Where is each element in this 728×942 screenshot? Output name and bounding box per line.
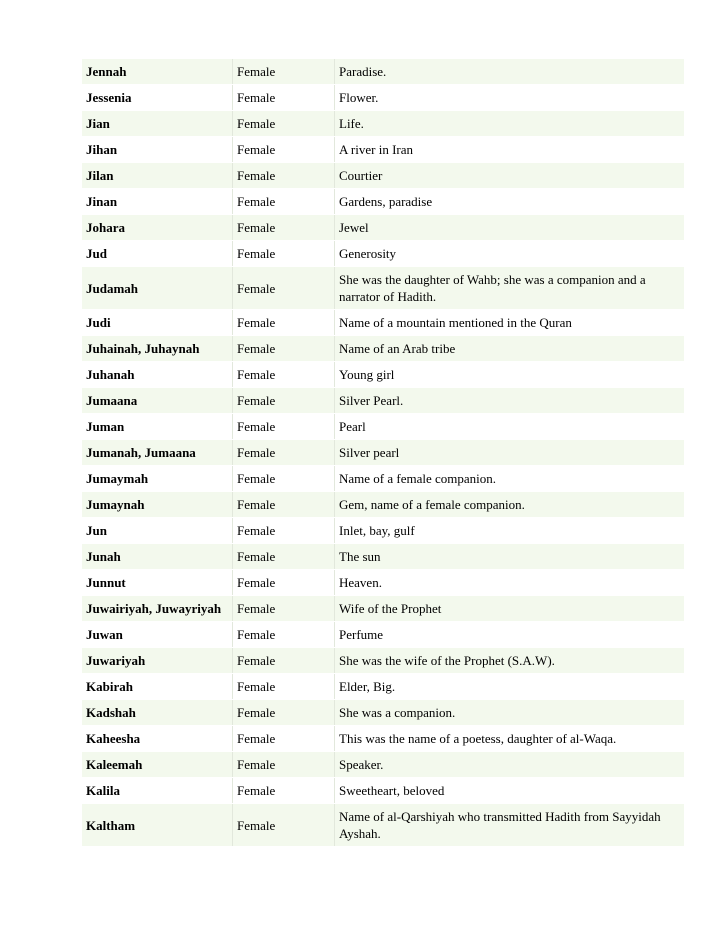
table-row [82, 622, 684, 647]
table-row [82, 388, 684, 413]
table-row [82, 85, 684, 110]
name-cell: Junnut [82, 570, 232, 595]
name-cell: Johara [82, 215, 232, 240]
name-cell: Juwairiyah, Juwayriyah [82, 596, 232, 621]
name-cell: Kaltham [82, 804, 232, 846]
meaning-cell: Speaker. [334, 752, 684, 777]
name-cell: Jian [82, 111, 232, 136]
gender-cell: Female [232, 388, 334, 413]
meaning-cell: Name of a female companion. [334, 466, 684, 491]
gender-cell: Female [232, 622, 334, 647]
meaning-cell: Pearl [334, 414, 684, 439]
gender-cell: Female [232, 518, 334, 543]
meaning-cell: She was the daughter of Wahb; she was a companion and a narrator of Hadith. [334, 267, 684, 309]
meaning-cell: Flower. [334, 85, 684, 110]
gender-cell: Female [232, 189, 334, 214]
name-cell: Juhainah, Juhaynah [82, 336, 232, 361]
meaning-cell: Elder, Big. [334, 674, 684, 699]
name-cell: Jumaynah [82, 492, 232, 517]
gender-cell: Female [232, 310, 334, 335]
gender-cell: Female [232, 700, 334, 725]
name-cell: Jumanah, Jumaana [82, 440, 232, 465]
gender-cell: Female [232, 544, 334, 569]
meaning-cell: Life. [334, 111, 684, 136]
table-row [82, 596, 684, 621]
table-row [82, 414, 684, 439]
names-table-body [82, 59, 684, 846]
meaning-cell: She was a companion. [334, 700, 684, 725]
name-cell: Kadshah [82, 700, 232, 725]
gender-cell: Female [232, 215, 334, 240]
meaning-cell: Jewel [334, 215, 684, 240]
name-cell: Jun [82, 518, 232, 543]
name-cell: Jessenia [82, 85, 232, 110]
meaning-cell: Courtier [334, 163, 684, 188]
table-row [82, 267, 684, 309]
table-row [82, 648, 684, 673]
meaning-cell: Name of a mountain mentioned in the Quran [334, 310, 684, 335]
gender-cell: Female [232, 466, 334, 491]
gender-cell: Female [232, 648, 334, 673]
meaning-cell: Silver pearl [334, 440, 684, 465]
gender-cell: Female [232, 267, 334, 309]
gender-cell: Female [232, 414, 334, 439]
table-row [82, 700, 684, 725]
name-cell: Juwariyah [82, 648, 232, 673]
meaning-cell: Generosity [334, 241, 684, 266]
table-row [82, 59, 684, 84]
table-row [82, 163, 684, 188]
table-row [82, 440, 684, 465]
table-row [82, 674, 684, 699]
gender-cell: Female [232, 59, 334, 84]
meaning-cell: Name of al-Qarshiyah who transmitted Hadith from Sayyidah Ayshah. [334, 804, 684, 846]
table-row [82, 544, 684, 569]
name-cell: Junah [82, 544, 232, 569]
name-cell: Juman [82, 414, 232, 439]
table-row [82, 137, 684, 162]
gender-cell: Female [232, 362, 334, 387]
meaning-cell: Silver Pearl. [334, 388, 684, 413]
table-row [82, 726, 684, 751]
meaning-cell: Heaven. [334, 570, 684, 595]
meaning-cell: A river in Iran [334, 137, 684, 162]
name-cell: Kaheesha [82, 726, 232, 751]
table-row [82, 778, 684, 803]
table-row [82, 518, 684, 543]
meaning-cell: Sweetheart, beloved [334, 778, 684, 803]
gender-cell: Female [232, 804, 334, 846]
gender-cell: Female [232, 137, 334, 162]
table-row [82, 215, 684, 240]
name-cell: Jumaana [82, 388, 232, 413]
table-row [82, 310, 684, 335]
meaning-cell: Wife of the Prophet [334, 596, 684, 621]
table-row [82, 570, 684, 595]
table-row [82, 241, 684, 266]
gender-cell: Female [232, 111, 334, 136]
gender-cell: Female [232, 492, 334, 517]
name-cell: Jennah [82, 59, 232, 84]
name-cell: Jud [82, 241, 232, 266]
name-cell: Kabirah [82, 674, 232, 699]
gender-cell: Female [232, 241, 334, 266]
name-cell: Juwan [82, 622, 232, 647]
table-row [82, 492, 684, 517]
name-cell: Kaleemah [82, 752, 232, 777]
name-cell: Jinan [82, 189, 232, 214]
table-row [82, 752, 684, 777]
table-row [82, 111, 684, 136]
meaning-cell: This was the name of a poetess, daughter of al-Waqa. [334, 726, 684, 751]
table-row [82, 804, 684, 846]
table-row [82, 336, 684, 361]
gender-cell: Female [232, 674, 334, 699]
meaning-cell: She was the wife of the Prophet (S.A.W). [334, 648, 684, 673]
table-row [82, 189, 684, 214]
name-cell: Jumaymah [82, 466, 232, 491]
gender-cell: Female [232, 163, 334, 188]
name-cell: Judamah [82, 267, 232, 309]
gender-cell: Female [232, 752, 334, 777]
gender-cell: Female [232, 596, 334, 621]
gender-cell: Female [232, 85, 334, 110]
table-row [82, 362, 684, 387]
meaning-cell: Paradise. [334, 59, 684, 84]
name-cell: Judi [82, 310, 232, 335]
meaning-cell: Gardens, paradise [334, 189, 684, 214]
meaning-cell: Name of an Arab tribe [334, 336, 684, 361]
name-cell: Kalila [82, 778, 232, 803]
gender-cell: Female [232, 778, 334, 803]
meaning-cell: The sun [334, 544, 684, 569]
name-cell: Jihan [82, 137, 232, 162]
meaning-cell: Gem, name of a female companion. [334, 492, 684, 517]
meaning-cell: Inlet, bay, gulf [334, 518, 684, 543]
gender-cell: Female [232, 440, 334, 465]
gender-cell: Female [232, 570, 334, 595]
name-cell: Jilan [82, 163, 232, 188]
names-table [82, 58, 684, 847]
gender-cell: Female [232, 336, 334, 361]
name-cell: Juhanah [82, 362, 232, 387]
table-row [82, 466, 684, 491]
meaning-cell: Young girl [334, 362, 684, 387]
gender-cell: Female [232, 726, 334, 751]
meaning-cell: Perfume [334, 622, 684, 647]
